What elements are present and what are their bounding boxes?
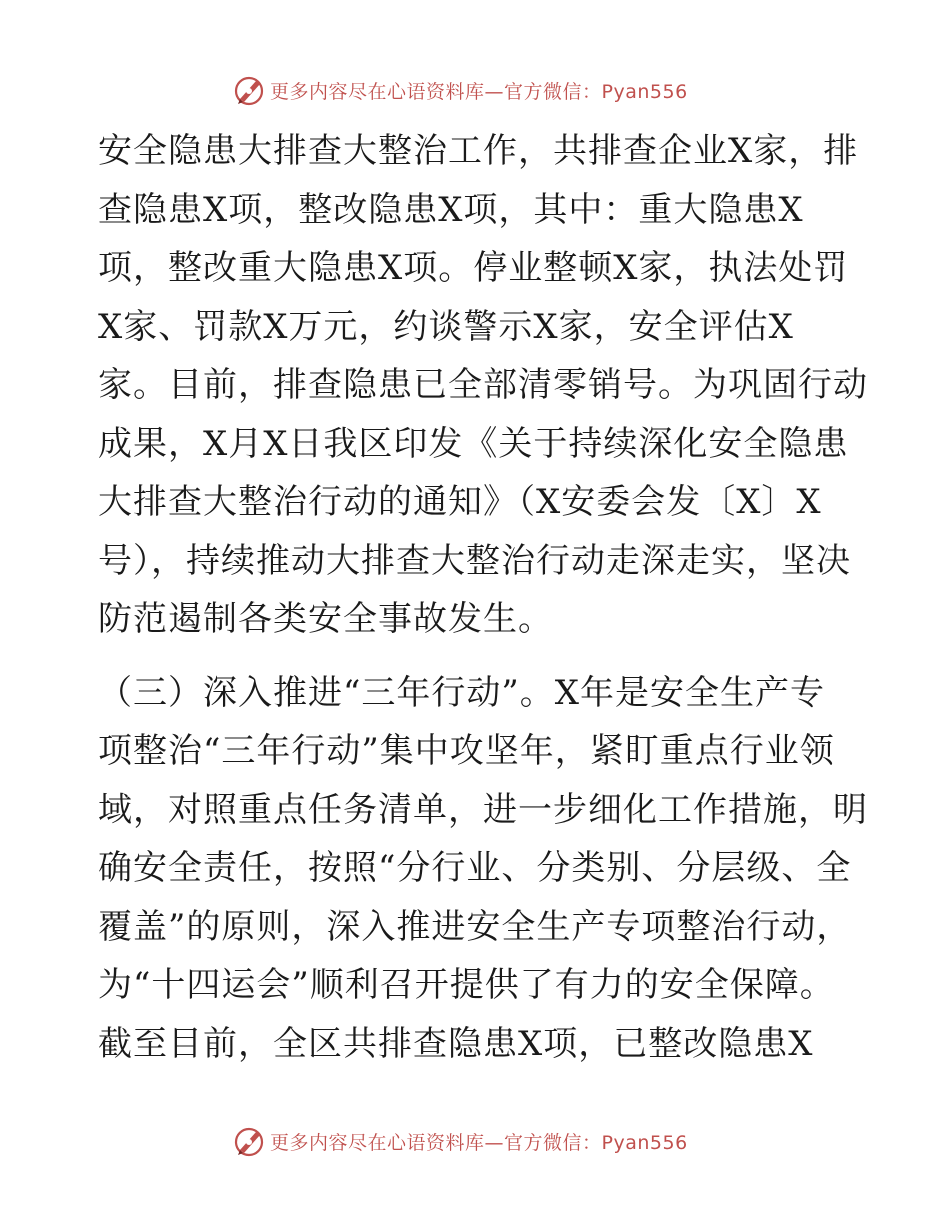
text-line: 项，整改重大隐患X项。停业整顿X家，执法处罚 <box>98 248 849 288</box>
text-line: 项整治“三年行动”集中攻坚年，紧盯重点行业领 <box>98 731 835 771</box>
text-line: 防范遏制各类安全事故发生。 <box>98 599 553 639</box>
header-banner-text: 更多内容尽在心语资料库—官方微信：Pyan556 <box>270 80 688 103</box>
text-line: 号），持续推动大排查大整治行动走深走实，坚决 <box>98 540 851 581</box>
text-line: 成果，X月X日我区印发《关于持续深化安全隐患 <box>98 423 849 464</box>
text-line: 域，对照重点任务清单，进一步细化工作措施，明 <box>98 789 868 830</box>
footer-banner-text: 更多内容尽在心语资料库—官方微信：Pyan556 <box>270 1131 688 1154</box>
footer-banner[interactable] <box>232 1124 732 1158</box>
header-banner[interactable] <box>232 73 732 107</box>
paragraph-spacer <box>98 649 858 664</box>
text-line: （三）深入推进“三年行动”。X年是安全生产专 <box>98 672 825 713</box>
text-line: 截至目前，全区共排查隐患X项，已整改隐患X <box>98 1023 814 1064</box>
text-line: X家、罚款X万元，约谈警示X家，安全评估X <box>98 306 794 347</box>
text-line: 确安全责任，按照“分行业、分类别、分层级、全 <box>98 848 852 888</box>
paragraph-2 <box>98 664 868 1074</box>
paragraph-1 <box>98 122 868 649</box>
pen-circle-logo-icon <box>232 73 266 107</box>
document-body <box>98 122 868 1073</box>
text-line: 查隐患X项，整改隐患X项，其中：重大隐患X <box>98 189 804 230</box>
text-line: 为“十四运会”顺利召开提供了有力的安全保障。 <box>98 965 835 1005</box>
text-line: 家。目前，排查隐患已全部清零销号。为巩固行动 <box>98 365 868 405</box>
text-line: 安全隐患大排查大整治工作，共排查企业X家，排 <box>98 131 859 171</box>
pen-circle-logo-icon <box>232 1124 266 1158</box>
text-line: 覆盖”的原则，深入推进安全生产专项整治行动， <box>98 906 852 947</box>
text-line: 大排查大整治行动的通知》（X安委会发〔X〕X <box>98 482 822 522</box>
